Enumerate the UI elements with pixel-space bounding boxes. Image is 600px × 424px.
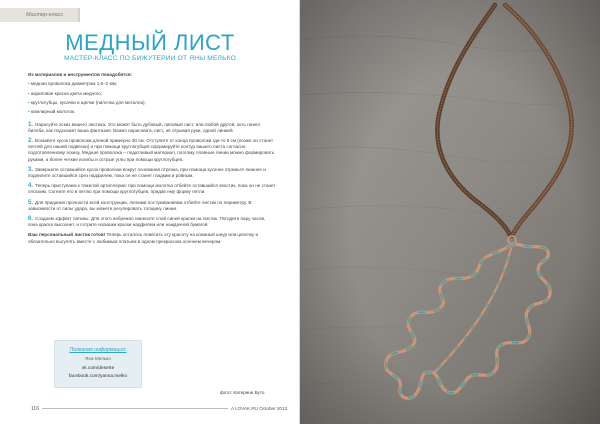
materials-item: • медная проволока диаметром 1,5–2 мм; — [28, 81, 118, 87]
step-item: 6. Создаем эффект патины. Для этого небрежно нанесите слой синей краски на листик. Погодите пару часов, пока краска высохнет, и сотрите излишки краски надфилем или наждачной бумагой. — [28, 216, 266, 228]
steps-list — [28, 122, 276, 229]
step-item: 2. Возьмите кусок проволоки длиной примерно 30 см. Отступите от конца проволоки где-то 5 см (позже он станет петлей для нашей подвески) и при помощи круглогубцев сформируйте контур вашего листа согласно подготовленному эскизу. Медная проволока – податливый материал, поэтому плавные линии можно формировать руками, а более четкие изгибы и острые углы при помощи круглогубцев. — [28, 137, 275, 162]
facebook-link[interactable]: facebook.com/yanna.melko — [68, 374, 128, 379]
step-item: 3. Завершите оставшийся кусок проволоки вокруг основания отрезка, при помощи кусачек отрежьте лишнее и подпилите оставшийся срез надфилем, пока он не станет гладким и ровным. — [28, 166, 266, 178]
info-title: Полезная информация: — [69, 347, 127, 353]
photo-credit: фото: Катерина Буто — [220, 390, 265, 395]
page-number: 116 — [28, 406, 42, 412]
section-tab: Мастер-класс — [0, 8, 78, 22]
info-box — [54, 340, 142, 388]
step-item: 4. Теперь приступаем к тяжелой артиллерии: при помощи молотка отбейте оставшийся хвостик, пока он не станет плоским. Согните его в петлю при помощи круглогубцев, придав ему форму петли. — [28, 183, 276, 195]
copper-leaf-necklace-photo — [300, 0, 600, 424]
materials-item: • ювелирный молоток. — [28, 109, 76, 115]
vk-link[interactable]: vk.com/deserte — [81, 366, 115, 371]
photo-page — [300, 0, 600, 424]
magazine-footer: A LOVAK.RU October 2013 — [228, 406, 290, 411]
step-item: 1. Нарисуйте эскиз вашего листика. Это может быть дубовый, липовый лист, или любой другой, хоть гинкго билоба, как подскажет ваша фантазия. Важно нарисовать лист, не отрывая руки, одной линией. — [28, 121, 261, 133]
materials-item: • акриловая краска цвета медного; — [28, 90, 103, 96]
author-name: Яна Мелько — [85, 356, 111, 361]
closing-paragraph: Ваш персональный листик готов! Теперь осталось повесить эту красоту на кожаный шнур или цепочку и обязательно выгулять вместе с любимым платьем в одном прекрасном осеннем вечером. — [28, 232, 259, 244]
article-body — [28, 72, 276, 245]
materials-item: • круглогубцы, кусачки и щёлки (пилочка для металла); — [28, 99, 146, 105]
page-subtitle: МАСТЕР-КЛАСС ПО БИЖУТЕРИИ ОТ ЯНЫ МЕЛЬКО — [64, 55, 236, 62]
step-item: 5. Для придания прочности всей конструкции, легкими постукиваниями отбейте листик по периметру. В зависимости от силы удара, вы можете регулировать толщину линии. — [28, 199, 252, 211]
page-title: МЕДНЫЙ ЛИСТ — [65, 30, 235, 55]
materials-title: Из материалов и инструментов понадобятся: — [28, 72, 133, 77]
